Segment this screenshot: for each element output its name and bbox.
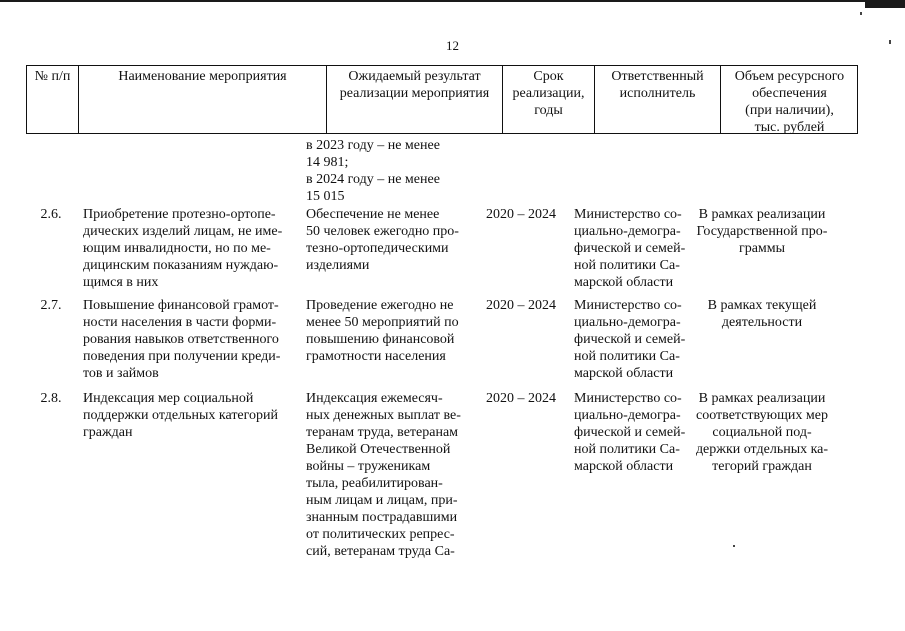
text-line: деятельности bbox=[721, 315, 803, 330]
row-result bbox=[306, 206, 472, 274]
text-line: В рамках реализации bbox=[698, 207, 826, 222]
text-line: дических изделий лицам, не име- bbox=[83, 224, 283, 239]
text-line: соответствующих мер bbox=[696, 408, 828, 423]
text-line: В рамках реализации bbox=[698, 391, 826, 406]
text-line: граждан bbox=[83, 425, 133, 440]
row-executor bbox=[574, 206, 692, 291]
text-line: щимся в них bbox=[83, 275, 159, 290]
text-line: Обеспечение не менее bbox=[306, 207, 440, 222]
row-volume bbox=[695, 390, 829, 475]
row-term: 2020 – 2024 bbox=[486, 207, 556, 222]
text-line: Ответственный bbox=[611, 69, 704, 84]
row-name bbox=[83, 390, 294, 441]
scan-speck bbox=[860, 12, 862, 15]
row-number: 2.8. bbox=[40, 391, 62, 406]
row-name bbox=[83, 297, 294, 382]
text-line: войны – труженикам bbox=[306, 459, 431, 474]
text-line: марской области bbox=[574, 366, 674, 381]
text-line: марской области bbox=[574, 275, 674, 290]
text-line: Повышение финансовой грамот- bbox=[83, 298, 279, 313]
text-line: Индексация мер социальной bbox=[83, 391, 254, 406]
text-line: поведения при получении креди- bbox=[83, 349, 281, 364]
text-line: сий, ветеранам труда Са- bbox=[306, 544, 455, 559]
row-result bbox=[306, 297, 472, 365]
text-line: 14 981; bbox=[306, 155, 349, 170]
row-name bbox=[83, 206, 294, 291]
text-line: ющим инвалидности, но по ме- bbox=[83, 241, 271, 256]
text-line: дицинским показаниям нуждаю- bbox=[83, 258, 279, 273]
text-line: Приобретение протезно-ортопе- bbox=[83, 207, 276, 222]
header-executor bbox=[594, 66, 720, 133]
text-line: Министерство со- bbox=[574, 391, 682, 406]
text-line: В рамках текущей bbox=[707, 298, 817, 313]
text-line: менее 50 мероприятий по bbox=[306, 315, 459, 330]
text-line: ности населения в части форми- bbox=[83, 315, 277, 330]
text-line: Великой Отечественной bbox=[306, 442, 451, 457]
text-line: Проведение ежегодно не bbox=[306, 298, 454, 313]
row-volume bbox=[695, 206, 829, 257]
text-line: Срок bbox=[533, 69, 564, 84]
text-line: тегорий граждан bbox=[712, 459, 812, 474]
row-term: 2020 – 2024 bbox=[486, 298, 556, 313]
text-line: исполнитель bbox=[619, 86, 696, 101]
text-line: Объем ресурсного bbox=[734, 69, 845, 84]
scan-corner-mark bbox=[865, 0, 905, 8]
text-line: обеспечения bbox=[752, 86, 827, 101]
text-line: грамотности населения bbox=[306, 349, 446, 364]
text-line: циально-демогра- bbox=[574, 408, 681, 423]
text-line: (при наличии), bbox=[745, 103, 834, 118]
text-line: циально-демогра- bbox=[574, 315, 681, 330]
text-line: 15 015 bbox=[306, 189, 345, 204]
text-line: ной политики Са- bbox=[574, 258, 680, 273]
continuation-result bbox=[306, 137, 472, 205]
header-name: Наименование мероприятия bbox=[78, 66, 326, 133]
row-volume bbox=[695, 297, 829, 331]
text-line: Ожидаемый результат bbox=[348, 69, 481, 84]
row-executor bbox=[574, 390, 692, 475]
text-line: тыла, реабилитирован- bbox=[306, 476, 443, 491]
text-line: ным лицам и лицам, при- bbox=[306, 493, 458, 508]
text-line: тов и займов bbox=[83, 366, 159, 381]
scan-speck bbox=[733, 545, 735, 547]
text-line: фической и семей- bbox=[574, 425, 686, 440]
text-line: тыс. рублей bbox=[754, 120, 825, 135]
text-line: знанным пострадавшими bbox=[306, 510, 458, 525]
text-line: марской области bbox=[574, 459, 674, 474]
text-line: ных денежных выплат ве- bbox=[306, 408, 461, 423]
text-line: 50 человек ежегодно про- bbox=[306, 224, 459, 239]
text-line: тезно-ортопедическими bbox=[306, 241, 449, 256]
text-line: фической и семей- bbox=[574, 332, 686, 347]
text-line: поддержки отдельных категорий bbox=[83, 408, 279, 423]
text-line: социальной под- bbox=[712, 425, 812, 440]
text-line: теранам труда, ветеранам bbox=[306, 425, 459, 440]
text-line: годы bbox=[534, 103, 563, 118]
row-number: 2.6. bbox=[40, 207, 62, 222]
text-line: повышению финансовой bbox=[306, 332, 455, 347]
text-line: Индексация ежемесяч- bbox=[306, 391, 443, 406]
text-line: реализации, bbox=[512, 86, 585, 101]
text-line: ной политики Са- bbox=[574, 442, 680, 457]
scan-top-edge-line bbox=[0, 0, 905, 2]
header-volume bbox=[720, 66, 858, 133]
text-line: циально-демогра- bbox=[574, 224, 681, 239]
table-header bbox=[26, 65, 858, 134]
text-line: реализации мероприятия bbox=[339, 86, 490, 101]
header-result bbox=[326, 66, 502, 133]
text-line: изделиями bbox=[306, 258, 370, 273]
text-line: граммы bbox=[738, 241, 786, 256]
text-line: от политических репрес- bbox=[306, 527, 455, 542]
text-line: Министерство со- bbox=[574, 207, 682, 222]
row-number: 2.7. bbox=[40, 298, 62, 313]
row-executor bbox=[574, 297, 692, 382]
text-line: ной политики Са- bbox=[574, 349, 680, 364]
text-line: в 2023 году – не менее bbox=[306, 138, 440, 153]
text-line: рования навыков ответственного bbox=[83, 332, 279, 347]
row-result bbox=[306, 390, 472, 560]
row-term: 2020 – 2024 bbox=[486, 391, 556, 406]
text-line: фической и семей- bbox=[574, 241, 686, 256]
page-number: 12 bbox=[446, 38, 459, 53]
text-line: держки отдельных ка- bbox=[695, 442, 829, 457]
text-line: Государственной про- bbox=[696, 224, 828, 239]
header-term bbox=[502, 66, 594, 133]
text-line: в 2024 году – не менее bbox=[306, 172, 440, 187]
header-num: № п/п bbox=[34, 69, 71, 84]
text-line: Министерство со- bbox=[574, 298, 682, 313]
